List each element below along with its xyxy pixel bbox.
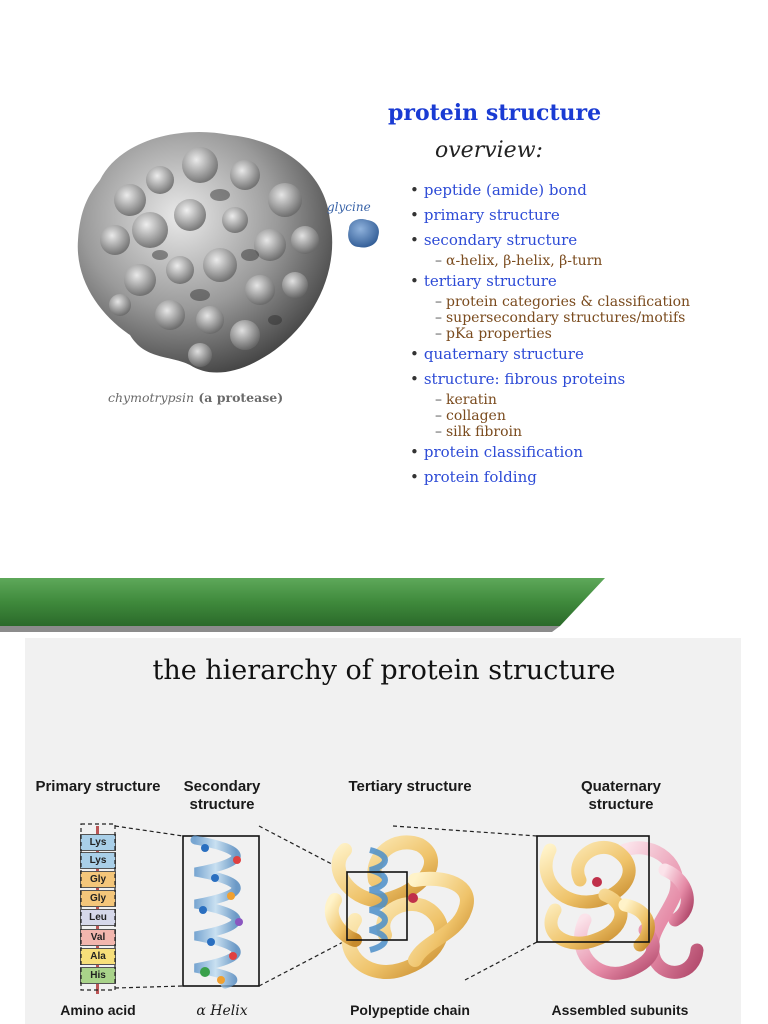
caption-description: (a protease) bbox=[194, 390, 284, 405]
outline-item: • secondary structure bbox=[410, 230, 690, 250]
outline-item: • peptide (amide) bond bbox=[410, 180, 690, 200]
amino-acid-lys: Lys bbox=[80, 834, 116, 851]
tertiary-structure-heading: Tertiary structure bbox=[348, 778, 472, 795]
outline-item: • structure: fibrous proteins bbox=[410, 369, 690, 389]
outline-item: • primary structure bbox=[410, 205, 690, 225]
protein-hierarchy-diagram bbox=[25, 810, 741, 1000]
slide-divider-bar bbox=[0, 574, 768, 634]
slide-title: protein structure bbox=[388, 100, 602, 126]
caption-protein-name: chymotrypsin bbox=[108, 390, 195, 405]
secondary-structure-caption bbox=[132, 1002, 312, 1019]
amino-acid-val: Val bbox=[80, 929, 116, 946]
glycine-label: glycine bbox=[327, 200, 371, 214]
outline-subitem: – silk fibroin bbox=[410, 422, 690, 442]
outline-subitem: – supersecondary structures/motifs bbox=[410, 308, 690, 328]
outline-item: • protein classification bbox=[410, 442, 690, 462]
amino-acid-his: His bbox=[80, 967, 116, 984]
chymotrypsin-surface-image bbox=[60, 120, 345, 385]
quaternary-structure-caption: Assembled subunits bbox=[551, 1002, 689, 1018]
image-caption bbox=[108, 390, 283, 405]
slide-subtitle: overview: bbox=[435, 138, 543, 163]
amino-acid-gly: Gly bbox=[80, 890, 116, 907]
primary-structure-caption: Amino acid bbox=[60, 1002, 136, 1018]
outline-subitem: – protein categories & classification bbox=[410, 292, 690, 312]
amino-acid-lys: Lys bbox=[80, 852, 116, 869]
quaternary-structure-heading: Quaternary structure bbox=[580, 778, 662, 813]
outline-subitem: – collagen bbox=[410, 406, 690, 426]
outline-subitem: – keratin bbox=[410, 390, 690, 410]
outline-subitem: – α-helix, β-helix, β-turn bbox=[410, 251, 690, 271]
slide2-title: the hierarchy of protein structure bbox=[152, 655, 616, 686]
topic-outline bbox=[410, 180, 690, 492]
secondary-structure-caption-text: α Helix bbox=[196, 1003, 248, 1019]
outline-item: • quaternary structure bbox=[410, 344, 690, 364]
outline-item: • tertiary structure bbox=[410, 271, 690, 291]
outline-subitem: – pKa properties bbox=[410, 324, 690, 344]
tertiary-structure-caption: Polypeptide chain bbox=[350, 1002, 470, 1018]
amino-acid-gly: Gly bbox=[80, 871, 116, 888]
amino-acid-ala: Ala bbox=[80, 948, 116, 965]
secondary-structure-heading: Secondary structure bbox=[183, 778, 261, 813]
outline-item: • protein folding bbox=[410, 467, 690, 487]
glycine-molecule-image bbox=[343, 215, 383, 251]
amino-acid-leu: Leu bbox=[80, 909, 116, 926]
primary-structure-heading: Primary structure bbox=[35, 778, 161, 795]
